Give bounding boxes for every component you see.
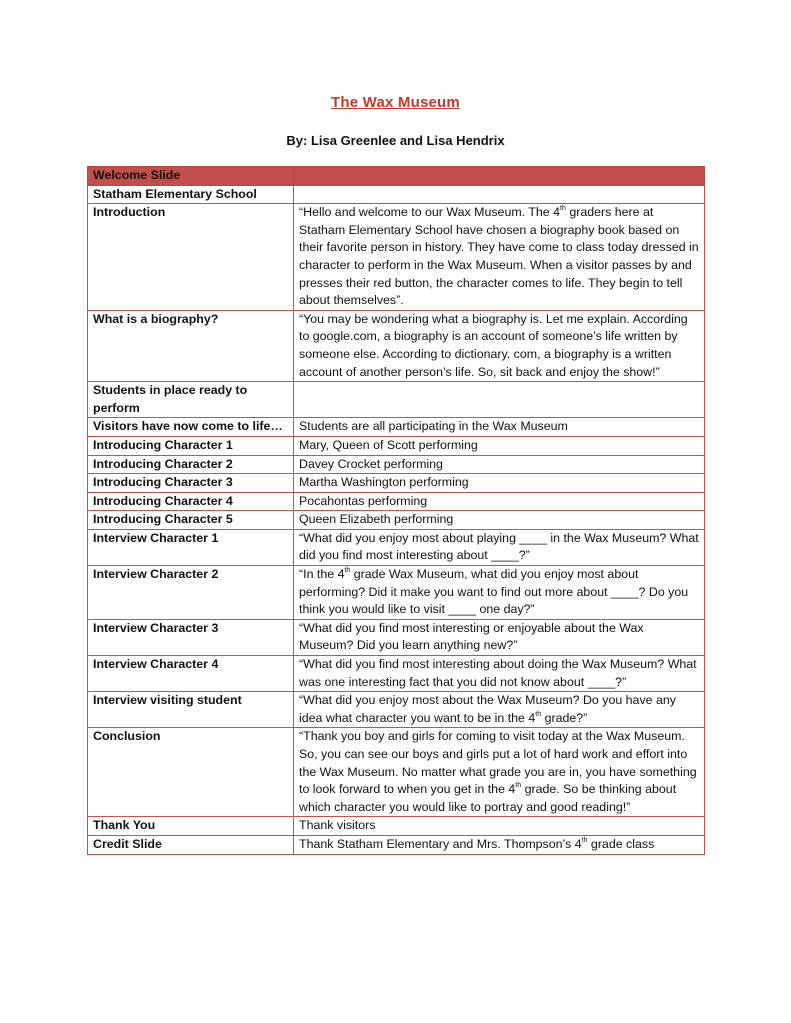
row-label: Introducing Character 2 (88, 455, 294, 474)
table-row (88, 382, 705, 418)
table-row (88, 529, 705, 565)
table-row (88, 492, 705, 511)
row-text: Thank Statham Elementary and Mrs. Thompson’s 4th grade class (294, 835, 705, 854)
table-header-row (88, 167, 705, 186)
row-label: Visitors have now come to life… (88, 418, 294, 437)
row-text (294, 167, 705, 186)
table-row (88, 835, 705, 854)
table-row (88, 204, 705, 311)
row-text: Students are all participating in the Wax Museum (294, 418, 705, 437)
table-row (88, 692, 705, 728)
table-row (88, 418, 705, 437)
table-row (88, 436, 705, 455)
table-row (88, 728, 705, 817)
row-label: Interview Character 2 (88, 566, 294, 620)
row-label: Interview Character 3 (88, 619, 294, 655)
row-label: Statham Elementary School (88, 185, 294, 204)
row-label: What is a biography? (88, 310, 294, 381)
row-label: Introducing Character 3 (88, 474, 294, 493)
author-byline: By: Lisa Greenlee and Lisa Hendrix (286, 133, 505, 148)
row-text: Queen Elizabeth performing (294, 511, 705, 530)
row-text (294, 382, 705, 418)
row-label: Interview Character 1 (88, 529, 294, 565)
row-text: Mary, Queen of Scott performing (294, 436, 705, 455)
row-text: “You may be wondering what a biography is. Let me explain. According to google.com, a biography is an account of someone’s life written by someone else. According to dictionary. com, a biography is a written account of another person’s life. So, sit back and enjoy the show!” (294, 310, 705, 381)
table-row (88, 310, 705, 381)
table-row (88, 455, 705, 474)
row-text: Pocahontas performing (294, 492, 705, 511)
row-label: Conclusion (88, 728, 294, 817)
row-text: “What did you enjoy most about the Wax Museum? Do you have any idea what character you want to be in the 4th grade?” (294, 692, 705, 728)
row-text (294, 185, 705, 204)
row-text: Davey Crocket performing (294, 455, 705, 474)
row-label: Credit Slide (88, 835, 294, 854)
table-row (88, 619, 705, 655)
script-table (87, 166, 705, 855)
table-row (88, 185, 705, 204)
table-row (88, 566, 705, 620)
row-label: Introducing Character 4 (88, 492, 294, 511)
table-row (88, 511, 705, 530)
row-text: Martha Washington performing (294, 474, 705, 493)
row-text: “What did you enjoy most about playing ____ in the Wax Museum? What did you find most interesting about ____?” (294, 529, 705, 565)
table-row (88, 817, 705, 836)
row-label: Interview visiting student (88, 692, 294, 728)
row-label: Interview Character 4 (88, 656, 294, 692)
row-label: Students in place ready to perform (88, 382, 294, 418)
row-text: Thank visitors (294, 817, 705, 836)
table-row (88, 474, 705, 493)
row-label: Introducing Character 1 (88, 436, 294, 455)
row-text: “Thank you boy and girls for coming to visit today at the Wax Museum. So, you can see our boys and girls put a lot of hard work and effort into the Wax Museum. No matter what grade you are in, you have something to look forward to when you get in the 4th grade. So be thinking about which character you would like to portray and good reading!” (294, 728, 705, 817)
row-text: “In the 4th grade Wax Museum, what did you enjoy most about performing? Did it make you want to find out more about ____? Do you think you would like to visit ____ one day?” (294, 566, 705, 620)
table-row (88, 656, 705, 692)
row-label: Welcome Slide (88, 167, 294, 186)
row-label: Introducing Character 5 (88, 511, 294, 530)
row-text: “Hello and welcome to our Wax Museum. The 4th graders here at Statham Elementary School have chosen a biography book based on their favorite person in history. They have come to class today dressed in character to perform in the Wax Museum. When a visitor passes by and presses their red button, the character comes to life. They begin to tell about themselves”. (294, 204, 705, 311)
row-label: Thank You (88, 817, 294, 836)
row-label: Introduction (88, 204, 294, 311)
row-text: “What did you find most interesting or enjoyable about the Wax Museum? Did you learn anything new?” (294, 619, 705, 655)
row-text: “What did you find most interesting about doing the Wax Museum? What was one interesting fact that you did not know about ____?” (294, 656, 705, 692)
document-title: The Wax Museum (331, 94, 460, 111)
